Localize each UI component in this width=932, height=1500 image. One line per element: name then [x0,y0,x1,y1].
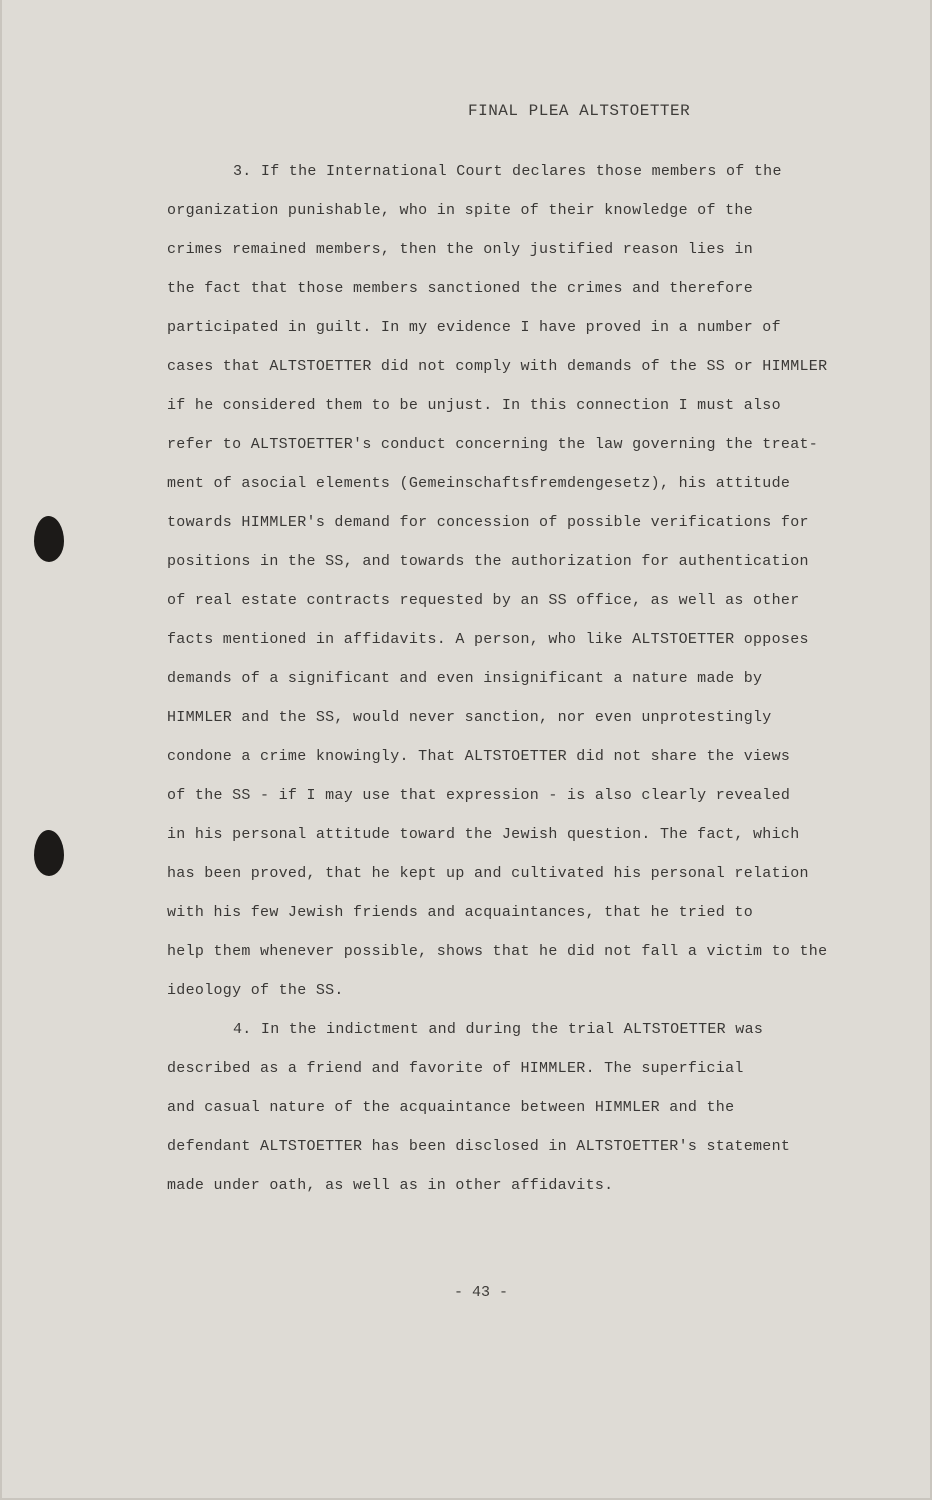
text-line: towards HIMMLER's demand for concession of possible verifications for [167,514,809,531]
text-line: defendant ALTSTOETTER has been disclosed in ALTSTOETTER's statement [167,1138,791,1155]
text-line: ideology of the SS. [167,982,344,999]
text-line: if he considered them to be unjust. In this connection I must also [167,397,781,414]
text-line: of real estate contracts requested by an SS office, as well as other [167,592,800,609]
text-line: HIMMLER and the SS, would never sanction, nor even unprotestingly [167,709,772,726]
text-line: and casual nature of the acquaintance between HIMMLER and the [167,1099,735,1116]
text-line: help them whenever possible, shows that he did not fall a victim to the [167,943,828,960]
text-line: refer to ALTSTOETTER's conduct concerning the law governing the treat- [167,436,819,453]
punch-hole-bottom [34,830,64,876]
text-line: organization punishable, who in spite of their knowledge of the [167,202,753,219]
text-line: cases that ALTSTOETTER did not comply with demands of the SS or HIMMLER [167,358,828,375]
text-line: 4. In the indictment and during the trial ALTSTOETTER was [233,1021,764,1038]
text-line: of the SS - if I may use that expression - is also clearly revealed [167,787,791,804]
text-line: crimes remained members, then the only justified reason lies in [167,241,753,258]
text-line: with his few Jewish friends and acquaintances, that he tried to [167,904,753,921]
text-line: demands of a significant and even insignificant a nature made by [167,670,763,687]
text-line: made under oath, as well as in other affidavits. [167,1177,614,1194]
text-line: described as a friend and favorite of HIMMLER. The superficial [167,1060,744,1077]
text-line: in his personal attitude toward the Jewish question. The fact, which [167,826,800,843]
body-text [167,156,867,1209]
paragraph-3 [167,156,867,1014]
text-line: the fact that those members sanctioned the crimes and therefore [167,280,753,297]
punch-hole-top [34,516,64,562]
text-line: ment of asocial elements (Gemeinschaftsfremdengesetz), his attitude [167,475,791,492]
paragraph-4 [167,1014,867,1209]
text-line: condone a crime knowingly. That ALTSTOETTER did not share the views [167,748,791,765]
text-line: has been proved, that he kept up and cultivated his personal relation [167,865,809,882]
text-line: 3. If the International Court declares those members of the [233,163,782,180]
text-line: facts mentioned in affidavits. A person, who like ALTSTOETTER opposes [167,631,809,648]
page-title: FINAL PLEA ALTSTOETTER [468,102,691,120]
text-line: positions in the SS, and towards the authorization for authentication [167,553,809,570]
text-line: participated in guilt. In my evidence I have proved in a number of [167,319,781,336]
page-number: - 43 - [454,1284,509,1301]
